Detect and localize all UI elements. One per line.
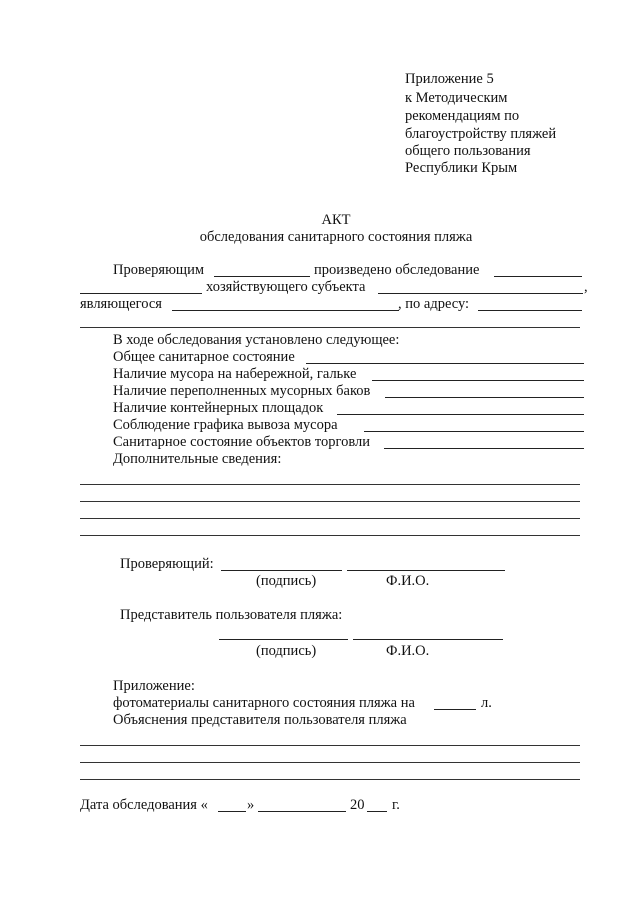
additional-line-1[interactable] [80, 484, 580, 485]
additional-line-3[interactable] [80, 518, 580, 519]
photos-suffix: л. [481, 695, 492, 711]
representative-signature-caption: (подпись) [256, 643, 317, 659]
schedule-label: Соблюдение графика вывоза мусора [113, 417, 338, 433]
inspector-sign-label: Проверяющий: [120, 556, 214, 572]
bins-label: Наличие переполненных мусорных баков [113, 383, 371, 399]
date-label: Дата обследования « [80, 797, 208, 813]
address-continuation-line[interactable] [80, 327, 580, 328]
inspector-blank[interactable] [214, 276, 310, 277]
additional-label: Дополнительные сведения: [113, 451, 282, 467]
address-blank[interactable] [478, 310, 582, 311]
photos-label: фотоматериалы санитарного состояния пляжа на [113, 695, 415, 711]
document-subtitle: обследования санитарного состояния пляжа [199, 229, 473, 245]
explanations-line-1[interactable] [80, 745, 580, 746]
garbage-blank[interactable] [372, 380, 584, 381]
explanations-line-2[interactable] [80, 762, 580, 763]
general-state-blank[interactable] [306, 363, 584, 364]
inspector-signature-caption: (подпись) [256, 573, 317, 589]
entity-blank[interactable] [378, 293, 583, 294]
findings-header: В ходе обследования установлено следующее: [113, 332, 400, 348]
appendix-line-4: благоустройству пляжей [405, 126, 557, 142]
appendix-line-2: к Методическим [405, 90, 508, 106]
appendix-line-5: общего пользования [405, 143, 531, 159]
additional-line-4[interactable] [80, 535, 580, 536]
representative-name-blank[interactable] [353, 639, 503, 640]
photos-pages-blank[interactable] [434, 709, 476, 710]
status-blank[interactable] [172, 310, 399, 311]
being-label: являющегося [80, 296, 162, 312]
containers-label: Наличие контейнерных площадок [113, 400, 324, 416]
explanations-line-3[interactable] [80, 779, 580, 780]
produced-label: произведено обследование [314, 262, 480, 278]
entity-name-blank[interactable] [80, 293, 202, 294]
trade-blank[interactable] [384, 448, 584, 449]
date-year-blank[interactable] [367, 811, 387, 812]
inspector-signature-blank[interactable] [221, 570, 342, 571]
inspector-label: Проверяющим [113, 262, 205, 278]
representative-sign-label: Представитель пользователя пляжа: [120, 607, 343, 623]
representative-signature-blank[interactable] [219, 639, 348, 640]
representative-name-caption: Ф.И.О. [386, 643, 430, 659]
additional-line-2[interactable] [80, 501, 580, 502]
trade-label: Санитарное состояние объектов торговли [113, 434, 370, 450]
date-month-blank[interactable] [258, 811, 346, 812]
appendix-line-1: Приложение 5 [405, 71, 494, 87]
appendix-line-6: Республики Крым [405, 160, 518, 176]
entity-label: хозяйствующего субъекта [206, 279, 366, 295]
inspector-name-caption: Ф.И.О. [386, 573, 430, 589]
date-day-blank[interactable] [218, 811, 246, 812]
inspector-name-blank[interactable] [347, 570, 505, 571]
address-label: , по адресу: [398, 296, 470, 312]
inspection-blank[interactable] [494, 276, 582, 277]
date-year-suffix: г. [392, 797, 400, 813]
general-state-label: Общее санитарное состояние [113, 349, 295, 365]
garbage-label: Наличие мусора на набережной, гальке [113, 366, 357, 382]
attachment-label: Приложение: [113, 678, 195, 694]
containers-blank[interactable] [337, 414, 584, 415]
bins-blank[interactable] [385, 397, 584, 398]
explanations-label: Объяснения представителя пользователя пляжа [113, 712, 407, 728]
appendix-line-3: рекомендациям по [405, 108, 520, 124]
schedule-blank[interactable] [364, 431, 584, 432]
entity-comma: , [584, 279, 588, 295]
document-title: АКТ [321, 212, 351, 228]
date-close-quote: » [247, 797, 255, 813]
date-century: 20 [350, 797, 365, 813]
